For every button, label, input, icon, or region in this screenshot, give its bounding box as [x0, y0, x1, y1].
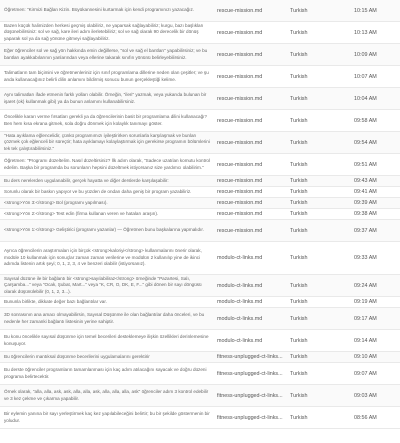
- file-name-cell: rescue-mission.md: [217, 117, 263, 124]
- file-name-cell: rescue-mission.md: [217, 200, 263, 206]
- table-row[interactable]: [0, 187, 400, 198]
- timestamp-cell: 09:58 AM: [354, 117, 377, 124]
- language-cell: Turkish: [290, 370, 308, 377]
- file-name-cell: rescue-mission.md: [217, 73, 263, 80]
- timestamp-cell: 10:15 AM: [354, 7, 377, 14]
- table-row[interactable]: [0, 88, 400, 110]
- timestamp-cell: 09:07 AM: [354, 370, 377, 377]
- source-text-cell: <strong>Yön 2:</strong> Test edin (firma kullanan veren ve hataları araşın).: [4, 210, 159, 216]
- language-cell: Turkish: [290, 337, 308, 344]
- timestamp-cell: 09:03 AM: [354, 392, 377, 399]
- file-name-cell: fitness-unplugged-ct-links...: [217, 414, 283, 421]
- timestamp-cell: 09:10 AM: [354, 354, 377, 360]
- table-row[interactable]: [0, 352, 400, 363]
- language-cell: Turkish: [290, 211, 308, 217]
- table-row[interactable]: [0, 132, 400, 154]
- source-text-cell: Aynı talimatları ifade etmenin farklı yolları olabilir. Örneğin, "ileri" yazmak, veya yukarıda bulunan bir işaret (ok) kullanmak gibi) ya da bunun anlamını kullanabilirsiniz.: [4, 92, 207, 104]
- file-name-cell: rescue-mission.md: [217, 211, 263, 217]
- timestamp-cell: 10:13 AM: [354, 29, 377, 36]
- source-text-cell: Eğer öğrenciler sol ve sağ yön hakkında emin değillerse, "sol ve sağ el bantları" yapabilirsiniz; ve bu bantları ayakkabılarının yanlarından veya ellerine takarak sınıfın yönünü belirleyebilirsiniz.: [4, 48, 208, 60]
- table-row[interactable]: [0, 407, 400, 429]
- source-text-cell: Örnek olarak, "alla, alla, ask, ask, alla, alla, ask, alla, alla, alla, ask" öğrenciler adım 3 kontrol edebilir ve 3 kez çekme ve çıkarma yapabilir.: [4, 389, 209, 401]
- file-name-cell: modulo-ct-links.md: [217, 315, 263, 322]
- timestamp-cell: 09:51 AM: [354, 161, 377, 168]
- timestamp-cell: 10:07 AM: [354, 73, 377, 80]
- source-text-cell: "Hata ayıklama eğlencelidir, çünkü programımızı iyileştirirken sorunlarla karşılaşmak ve bunları çözmek çok eğlenceli bir süreçtir; hata ayıklamayı kolaylaştırmak için gerekirse programın bölümlerini tek tek çalıştırabilirsiniz.": [4, 132, 210, 151]
- language-cell: Turkish: [290, 51, 308, 58]
- timestamp-cell: 08:56 AM: [354, 414, 377, 421]
- file-name-cell: rescue-mission.md: [217, 95, 263, 102]
- language-cell: Turkish: [290, 161, 308, 168]
- language-cell: Turkish: [290, 73, 308, 80]
- language-cell: Turkish: [290, 178, 308, 184]
- source-text-cell: Öğretmen: "Programı düzeltelim. Nasıl düzeltirsiniz? İlk adım olarak, "Sadece uzatılan komutu kontrol edelim. Başka bir programda bu sorunların hepsini düzeltmek istiyorsanız size yardımcı olabilirim.": [4, 158, 210, 170]
- source-text-cell: Talimatların tam biçimini ve öğretmenleriniz için sınıf programlama dillerine neden olan çeşitler; ve şu anda kullanacağınız belirli dilin anlamını bildirmiş sonucu bunun gerçekleştiği kelime.: [4, 70, 209, 82]
- timestamp-cell: 09:54 AM: [354, 139, 377, 146]
- source-text-cell: Bununla birlikte, dikkate değer bazı bağlantılar var.: [4, 298, 107, 304]
- timestamp-cell: 09:38 AM: [354, 211, 377, 217]
- file-name-cell: modulo-ct-links.md: [217, 255, 263, 261]
- file-name-cell: fitness-unplugged-ct-links...: [217, 354, 283, 360]
- file-name-cell: rescue-mission.md: [217, 227, 263, 234]
- file-name-cell: rescue-mission.md: [217, 51, 263, 58]
- table-row[interactable]: [0, 308, 400, 330]
- table-row[interactable]: [0, 330, 400, 352]
- language-cell: Turkish: [290, 189, 308, 195]
- table-row[interactable]: [0, 198, 400, 209]
- file-name-cell: modulo-ct-links.md: [217, 299, 263, 305]
- table-row[interactable]: [0, 363, 400, 385]
- language-cell: Turkish: [290, 139, 308, 146]
- table-row[interactable]: [0, 154, 400, 176]
- language-cell: Turkish: [290, 117, 308, 124]
- source-text-cell: Bir eylemin yanına bir sayı yerleştirmek kaç kez yapılabileceğini belirtir; bu bir şekilde göstermenin bir yoludur.: [4, 411, 210, 423]
- source-text-cell: 3D sonrasının ana amacı olmayabilirsin, Sayısal Düşünme ile olan bağlantılar daha önceleri, ve bu nedenle her zamanki bağlantı listesinin yerine sahiptir.: [4, 312, 205, 324]
- language-cell: Turkish: [290, 315, 308, 322]
- table-row[interactable]: [0, 0, 400, 22]
- file-name-cell: rescue-mission.md: [217, 161, 263, 168]
- timestamp-cell: 09:19 AM: [354, 299, 377, 305]
- language-cell: Turkish: [290, 392, 308, 399]
- table-row[interactable]: [0, 66, 400, 88]
- timestamp-cell: 09:41 AM: [354, 189, 377, 195]
- table-row[interactable]: [0, 242, 400, 275]
- language-cell: Turkish: [290, 255, 308, 261]
- source-text-cell: Bazen küçük halimizden herkesi geçmiş olabiliriz, ne yaparsak sağlayabiliriz; kurgu, bazı başlıkları düşünebilirsiniz: sol ve sağ, kare ileri adım ilerletebiliriz; sol ve sağ olarak 90 derecelik bir dönüş yaparak sol ya da sağ yönüne gitmeyi sağlayabiliriz.: [4, 22, 204, 41]
- source-text-cell: Bu öğrencilerin mantıksal düşünme becerilerini uygulamalarını gerektirir: [4, 353, 150, 359]
- timestamp-cell: 09:33 AM: [354, 255, 377, 261]
- file-name-cell: rescue-mission.md: [217, 189, 263, 195]
- language-cell: Turkish: [290, 414, 308, 421]
- language-cell: Turkish: [290, 7, 308, 14]
- file-name-cell: modulo-ct-links.md: [217, 282, 263, 289]
- timestamp-cell: 09:39 AM: [354, 200, 377, 206]
- timestamp-cell: 09:17 AM: [354, 315, 377, 322]
- file-name-cell: rescue-mission.md: [217, 178, 263, 184]
- language-cell: Turkish: [290, 29, 308, 36]
- source-text-cell: <strong>Yön 3:</strong> Bol (programı yapılması).: [4, 199, 108, 205]
- language-cell: Turkish: [290, 299, 308, 305]
- table-row[interactable]: [0, 44, 400, 66]
- language-cell: Turkish: [290, 200, 308, 206]
- source-text-cell: Öncelikle kararı verme fırsatları gerekli ya da öğrencilerinin basit bir programlama dilini kullanacağı? Ben hem kısa ekrana gitmek, sola doğru dönmek için kolaylık tanımayı göster.: [4, 114, 207, 126]
- table-row[interactable]: [0, 209, 400, 220]
- file-name-cell: rescue-mission.md: [217, 29, 263, 36]
- source-text-cell: Bu ders nerelerden uygulanabilir, gerçek hayatta ve diğer derslerde karşılaşabilir:: [4, 177, 169, 183]
- source-text-cell: Bu konu öncelikle sayısal düşünme için temel becerileri desteklemeye ilişkin özellikleri derinlemesine konuşuyor.: [4, 334, 209, 346]
- language-cell: Turkish: [290, 354, 308, 360]
- timestamp-cell: 09:24 AM: [354, 282, 377, 289]
- file-name-cell: modulo-ct-links.md: [217, 337, 263, 344]
- source-text-cell: Sayısal düzüne ile bir bağlantı bir <strong>sayılabiliraz</strong> örneğinde "Pazartesi, Salı, Çarşamba..." veya "Ocak, Şubat, Mart..." veya "K, CR, O, DK, E, F..." gibi dönen bir sayı döngüsü olarak düşünülebilir (0, 1, 2, 3...).: [4, 275, 202, 294]
- table-row[interactable]: [0, 275, 400, 297]
- table-row[interactable]: [0, 176, 400, 187]
- table-row[interactable]: [0, 297, 400, 308]
- language-cell: Turkish: [290, 282, 308, 289]
- timestamp-cell: 10:04 AM: [354, 95, 377, 102]
- table-row[interactable]: [0, 220, 400, 242]
- file-name-cell: fitness-unplugged-ct-links...: [217, 370, 283, 377]
- file-name-cell: rescue-mission.md: [217, 7, 263, 14]
- timestamp-cell: 10:09 AM: [354, 51, 377, 58]
- table-row[interactable]: [0, 22, 400, 44]
- file-name-cell: rescue-mission.md: [217, 139, 263, 146]
- table-row[interactable]: [0, 385, 400, 407]
- table-row[interactable]: [0, 110, 400, 132]
- timestamp-cell: 09:37 AM: [354, 227, 377, 234]
- timestamp-cell: 09:14 AM: [354, 337, 377, 344]
- source-text-cell: <strong>Yön 1:</strong> Geliştirici (programı yazanlar) — Öğretmen bunu başkalarına yapmalıdır.: [4, 227, 204, 233]
- language-cell: Turkish: [290, 227, 308, 234]
- timestamp-cell: 09:43 AM: [354, 178, 377, 184]
- source-text-cell: Öğretmen: "Kirmizi Bağlan Kizin. Büyükannesini kurtarmak için kendi programınızı yazacağız.: [4, 7, 195, 13]
- language-cell: Turkish: [290, 95, 308, 102]
- file-name-cell: fitness-unplugged-ct-links...: [217, 392, 283, 399]
- source-text-cell: Bu derste öğrenciler programların tamamlanması için kaç adım atılacağını sayacak ve doğru düzeni programa belirtecektir.: [4, 367, 207, 379]
- source-text-cell: Sorunlu olarak bir baskın yapıyor ve bu yüzden de ondan daha geniş bir program yazabiliriz.: [4, 188, 192, 194]
- source-text-cell: Ayrıca öğrencilerin araştırmaları için birçok <strong>kaloriyi</strong> kullanmalarını önerir olarak, modüle 10 kullanmak için sonuçlar zaman zaman verilerine ve modülün 2 kullanılıp yine de ikinci adımda listenin artık şeyi; 0, 1, 2, 3, 4 ve benzeri olabilir (istiyorsanız).: [4, 248, 202, 267]
